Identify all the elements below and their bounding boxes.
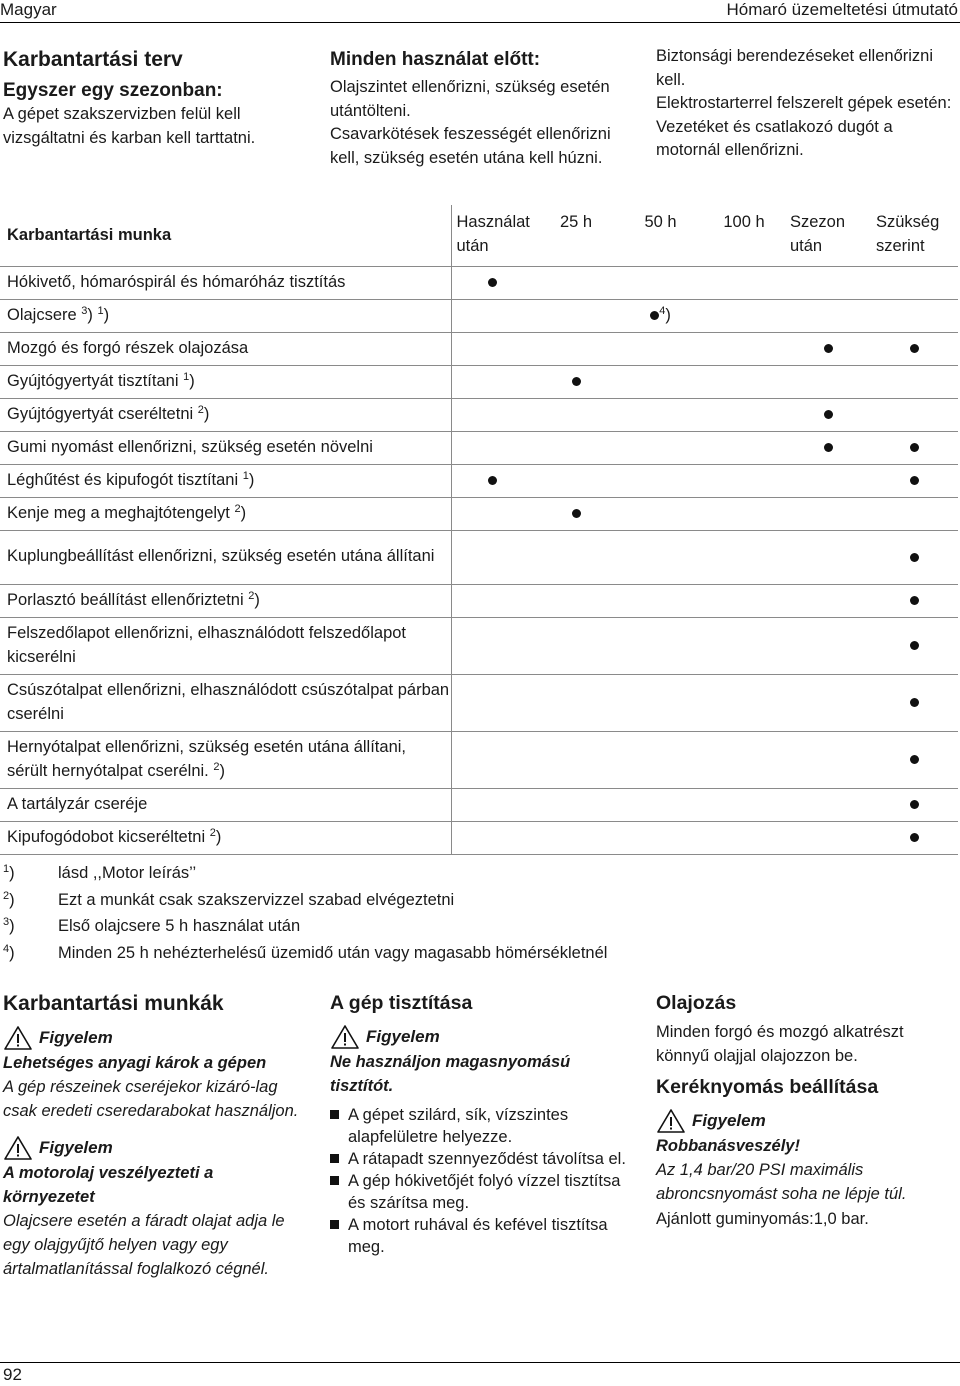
- footnote-text: lásd ,,Motor leírás’’: [58, 864, 197, 882]
- interval-cell: [618, 821, 703, 854]
- task-cell: [0, 788, 451, 821]
- interval-cell: [703, 431, 785, 464]
- footnote: [3, 860, 703, 887]
- interval-cell: [871, 266, 958, 299]
- interval-cell: [871, 584, 958, 617]
- column-header-25h: 25 h: [534, 205, 618, 266]
- header-rule: [0, 22, 960, 23]
- interval-cell: [618, 617, 703, 674]
- interval-cell: [534, 617, 618, 674]
- warning-triangle-icon: [3, 1025, 33, 1051]
- interval-cell: [618, 584, 703, 617]
- table-header-row: [0, 205, 958, 266]
- cleaning-list: [330, 1104, 630, 1258]
- interval-cell: [785, 365, 871, 398]
- interval-cell: [785, 788, 871, 821]
- maintenance-table: [0, 205, 958, 855]
- cleaning-column: [330, 991, 630, 1258]
- interval-cell: [871, 398, 958, 431]
- interval-cell: [618, 788, 703, 821]
- interval-cell: [703, 365, 785, 398]
- interval-cell: [703, 584, 785, 617]
- interval-cell: [703, 266, 785, 299]
- table-row: [0, 398, 958, 431]
- interval-cell: [534, 788, 618, 821]
- task-label: Léghűtést és kipufogót tisztítani: [7, 470, 239, 489]
- footnote-number: 1: [3, 863, 10, 875]
- interval-cell: [534, 731, 618, 788]
- interval-cell: [871, 788, 958, 821]
- interval-cell: [703, 821, 785, 854]
- before-use-text-2: Csavarkötések feszességét ellenőrizni kell, szükség esetén utána kell húzni.: [330, 125, 611, 167]
- interval-cell: [618, 530, 703, 584]
- table-row: [0, 464, 958, 497]
- interval-cell: [871, 332, 958, 365]
- warning-triangle-icon: [3, 1135, 33, 1161]
- footnote-text: Ezt a munkát csak szakszervizzel szabad elvégeztetni: [58, 890, 455, 909]
- interval-cell: [451, 398, 534, 431]
- warning-label: Figyelem: [39, 1138, 113, 1157]
- task-cell: [0, 332, 451, 365]
- interval-cell: [451, 365, 534, 398]
- task-cell: [0, 497, 451, 530]
- task-cell: [0, 365, 451, 398]
- interval-cell: [451, 788, 534, 821]
- interval-mark: [910, 443, 919, 452]
- table-row: [0, 332, 958, 365]
- interval-mark: [824, 410, 833, 419]
- warning-label: Figyelem: [366, 1027, 440, 1046]
- footnote-text: Minden 25 h nehézterhelésű üzemidő után vagy magasabb hömérsékletnél: [58, 943, 608, 962]
- interval-cell: [534, 431, 618, 464]
- table-row: [0, 617, 958, 674]
- task-label: Csúszótalpat ellenőrizni, elhasználódott csúszótalpat párban cserélni: [7, 681, 450, 723]
- footnote-reference: $^3$) $^1$): [81, 304, 110, 324]
- column-header-50h: 50 h: [618, 205, 703, 266]
- task-label: Kipufogódobot kicseréltetni: [7, 827, 206, 846]
- task-label: Gyújtógyertyát cseréltetni: [7, 404, 194, 423]
- works-column: [3, 991, 308, 1281]
- interval-cell: [451, 731, 534, 788]
- oiling-title: Olajozás: [656, 992, 737, 1014]
- table-row: [0, 821, 958, 854]
- interval-mark: [910, 596, 919, 605]
- warning-label: Figyelem: [39, 1028, 113, 1047]
- tyre-warning: [656, 1108, 956, 1134]
- tyre-title: Keréknyomás beállítása: [656, 1076, 879, 1098]
- interval-cell: [451, 431, 534, 464]
- interval-mark: [910, 833, 919, 842]
- interval-cell: [785, 464, 871, 497]
- task-cell: [0, 674, 451, 731]
- plan-title: Karbantartási terv: [3, 48, 183, 71]
- interval-mark: [910, 800, 919, 809]
- table-row: [0, 584, 958, 617]
- footnotes: [3, 860, 703, 966]
- plan-column-3: [656, 45, 956, 163]
- task-cell: [0, 431, 451, 464]
- interval-cell: [871, 530, 958, 584]
- task-label: Kuplungbeállítást ellenőrizni, szükség esetén utána állítani: [7, 547, 435, 566]
- interval-mark: [910, 344, 919, 353]
- column-header-task: Karbantartási munka: [0, 205, 451, 266]
- interval-cell: [618, 299, 703, 332]
- interval-cell: [618, 365, 703, 398]
- task-cell: [0, 731, 451, 788]
- before-use-heading: Minden használat előtt:: [330, 49, 541, 70]
- works-warning-2-title: A motorolaj veszélyezteti a környezetet: [3, 1164, 214, 1206]
- works-warning-1: [3, 1025, 308, 1051]
- interval-cell: [618, 464, 703, 497]
- table-row: [0, 530, 958, 584]
- interval-cell: [534, 674, 618, 731]
- interval-cell: [534, 584, 618, 617]
- interval-cell: [785, 731, 871, 788]
- safety-text-2: Elektrostarterrel felszerelt gépek esetén: Vezetéket és csatlakozó dugót a motornál ellenőrizni.: [656, 94, 952, 159]
- interval-cell: [618, 398, 703, 431]
- interval-cell: [534, 497, 618, 530]
- interval-cell: [703, 332, 785, 365]
- footnote-reference: $^2$): [197, 403, 210, 423]
- interval-cell: [785, 332, 871, 365]
- interval-cell: [785, 398, 871, 431]
- season-text: A gépet szakszervizben felül kell vizsgáltatni és karban kell tarttatni.: [3, 105, 256, 147]
- interval-cell: [618, 332, 703, 365]
- interval-cell: [785, 299, 871, 332]
- interval-mark: [910, 698, 919, 707]
- task-label: Olajcsere: [7, 305, 77, 324]
- table-row: [0, 674, 958, 731]
- header-language: Magyar: [0, 0, 57, 19]
- interval-mark: [650, 311, 659, 320]
- task-cell: [0, 464, 451, 497]
- before-use-text-1: Olajszintet ellenőrizni, szükség esetén utántölteni.: [330, 78, 610, 120]
- interval-cell: [785, 674, 871, 731]
- interval-cell: [451, 674, 534, 731]
- warning-triangle-icon: [656, 1108, 686, 1134]
- table-row: [0, 788, 958, 821]
- interval-cell: [618, 731, 703, 788]
- interval-cell: [871, 731, 958, 788]
- oiling-column: [656, 991, 956, 1232]
- footer-rule: [0, 1362, 960, 1363]
- interval-cell: [703, 464, 785, 497]
- task-label: Gyújtógyertyát tisztítani: [7, 371, 179, 390]
- interval-cell: [534, 398, 618, 431]
- interval-cell: [871, 617, 958, 674]
- tyre-text: Ajánlott guminyomás:1,0 bar.: [656, 1210, 869, 1228]
- interval-cell: [703, 788, 785, 821]
- footnote-reference: $^1$): [242, 469, 255, 489]
- interval-cell: [703, 674, 785, 731]
- works-warning-1-text: A gép részeinek cseréjekor kizáró-lag csak eredeti cseredarabokat használjon.: [3, 1078, 299, 1120]
- interval-cell: [618, 497, 703, 530]
- interval-cell: [451, 584, 534, 617]
- warning-label: Figyelem: [692, 1111, 766, 1130]
- interval-cell: [451, 530, 534, 584]
- footnote: [3, 913, 703, 940]
- table-row: [0, 431, 958, 464]
- footnote-reference: $^2$): [248, 589, 260, 609]
- task-cell: [0, 584, 451, 617]
- interval-cell: [871, 365, 958, 398]
- interval-cell: [534, 530, 618, 584]
- plan-column-2: [330, 48, 630, 170]
- task-label: Hókivető, hómaróspirál és hómaróház tisztítás: [7, 272, 346, 291]
- works-warning-2-text: Olajcsere esetén a fáradt olajat adja le egy olajgyűjtő helyen vagy egy ártalmatlanítással foglalkozó cégnél.: [3, 1212, 285, 1278]
- task-label: Kenje meg a meghajtótengelyt: [7, 503, 230, 522]
- interval-cell: [534, 464, 618, 497]
- interval-cell: [451, 266, 534, 299]
- interval-cell: [534, 266, 618, 299]
- interval-mark: [910, 641, 919, 650]
- interval-cell: [618, 266, 703, 299]
- season-heading: Egyszer egy szezonban:: [3, 80, 223, 101]
- interval-mark: [910, 476, 919, 485]
- task-label: Porlasztó beállítást ellenőriztetni: [7, 590, 244, 609]
- interval-cell: [871, 674, 958, 731]
- interval-cell: [871, 497, 958, 530]
- interval-mark: [572, 509, 581, 518]
- interval-cell: [785, 584, 871, 617]
- interval-cell: [451, 497, 534, 530]
- footnote-mark: $^3$): [3, 916, 15, 935]
- footnote-text: Első olajcsere 5 h használat után: [58, 917, 301, 935]
- list-item: A rátapadt szennyeződést távolítsa el.: [330, 1148, 630, 1170]
- interval-cell: [451, 332, 534, 365]
- page-number: 92: [3, 1365, 22, 1384]
- header-manual-title: Hómaró üzemeltetési útmutató: [726, 0, 958, 19]
- works-title: Karbantartási munkák: [3, 992, 224, 1015]
- interval-cell: [618, 431, 703, 464]
- column-header-as-needed: Szükség szerint: [871, 205, 958, 266]
- column-header-after-season: Szezon után: [785, 205, 871, 266]
- warning-triangle-icon: [330, 1024, 360, 1050]
- plan-column-1: [3, 47, 303, 150]
- interval-cell: [534, 332, 618, 365]
- interval-mark: [910, 553, 919, 562]
- interval-mark: [910, 755, 919, 764]
- footnote-mark: $^1$): [3, 863, 15, 882]
- interval-cell: [703, 617, 785, 674]
- interval-cell: [785, 821, 871, 854]
- tyre-warning-text: Az 1,4 bar/20 PSI maximális abroncsnyomást soha ne lépje túl.: [656, 1161, 907, 1203]
- interval-mark: [824, 344, 833, 353]
- interval-cell: [451, 821, 534, 854]
- interval-cell: [785, 530, 871, 584]
- interval-cell: [534, 365, 618, 398]
- table-row: [0, 266, 958, 299]
- task-cell: [0, 398, 451, 431]
- interval-cell: [871, 431, 958, 464]
- task-cell: [0, 299, 451, 332]
- interval-mark: [488, 476, 497, 485]
- list-item: A gépet szilárd, sík, vízszintes alapfelületre helyezze.: [330, 1104, 630, 1148]
- interval-cell: [785, 497, 871, 530]
- footnote-number: 2: [3, 889, 10, 902]
- footnote-mark: $^4$): [3, 942, 15, 962]
- interval-cell: [703, 497, 785, 530]
- list-item: A gép hókivetőjét folyó vízzel tisztítsa és szárítsa meg.: [330, 1170, 630, 1214]
- table-row: [0, 299, 958, 332]
- interval-cell: [534, 299, 618, 332]
- footnote-reference: $^2$): [234, 502, 247, 522]
- interval-cell: [451, 464, 534, 497]
- table-row: [0, 731, 958, 788]
- tyre-warning-title: Robbanásveszély!: [656, 1137, 800, 1155]
- task-label: Felszedőlapot ellenőrizni, elhasználódott felszedőlapot kicserélni: [7, 624, 407, 666]
- interval-cell: [703, 398, 785, 431]
- interval-cell: [618, 674, 703, 731]
- footnote-number: 3: [3, 916, 10, 928]
- footnote: [3, 887, 703, 914]
- footnote: [3, 940, 703, 967]
- interval-cell: [703, 530, 785, 584]
- interval-cell: [451, 299, 534, 332]
- table-row: [0, 497, 958, 530]
- column-header-100h: 100 h: [703, 205, 785, 266]
- column-header-after-use: Használat után: [451, 205, 534, 266]
- cleaning-title: A gép tisztítása: [330, 992, 473, 1014]
- footnote-mark: $^2$): [3, 889, 15, 909]
- task-cell: [0, 617, 451, 674]
- works-warning-1-title: Lehetséges anyagi károk a gépen: [3, 1054, 267, 1072]
- task-cell: [0, 821, 451, 854]
- interval-cell: [534, 821, 618, 854]
- safety-text-1: Biztonsági berendezéseket ellenőrizni kell.: [656, 47, 934, 89]
- table-row: [0, 365, 958, 398]
- interval-cell: [785, 617, 871, 674]
- task-cell: [0, 266, 451, 299]
- task-cell: [0, 530, 451, 584]
- footnote-reference: $^2$): [213, 760, 225, 780]
- interval-cell: [785, 431, 871, 464]
- footnote-reference: $^1$): [183, 370, 195, 390]
- interval-mark: [824, 443, 833, 452]
- interval-cell: [785, 266, 871, 299]
- interval-cell: [703, 299, 785, 332]
- interval-mark: [488, 278, 497, 287]
- oiling-text: Minden forgó és mozgó alkatrészt könnyű olajjal olajozzon be.: [656, 1023, 904, 1065]
- footnote-reference: $^2$): [209, 826, 222, 846]
- interval-cell: [451, 617, 534, 674]
- task-label: Mozgó és forgó részek olajozása: [7, 338, 249, 357]
- task-label: Gumi nyomást ellenőrizni, szükség esetén növelni: [7, 437, 373, 456]
- cleaning-warning-title: Ne használjon magasnyomású tisztítót.: [330, 1053, 571, 1095]
- interval-mark: [572, 377, 581, 386]
- cleaning-warning: [330, 1024, 630, 1050]
- note-reference: $^4$): [659, 305, 671, 324]
- task-label: Hernyótalpat ellenőrizni, szükség esetén utána állítani, sérült hernyótalpat cserélni.: [7, 738, 406, 780]
- list-item: A motort ruhával és kefével tisztítsa meg.: [330, 1214, 630, 1258]
- interval-cell: [703, 731, 785, 788]
- task-label: A tartályzár cseréje: [7, 794, 148, 813]
- interval-cell: [871, 821, 958, 854]
- interval-cell: [871, 464, 958, 497]
- footnote-number: 4: [3, 942, 10, 955]
- interval-cell: [871, 299, 958, 332]
- works-warning-2: [3, 1135, 308, 1161]
